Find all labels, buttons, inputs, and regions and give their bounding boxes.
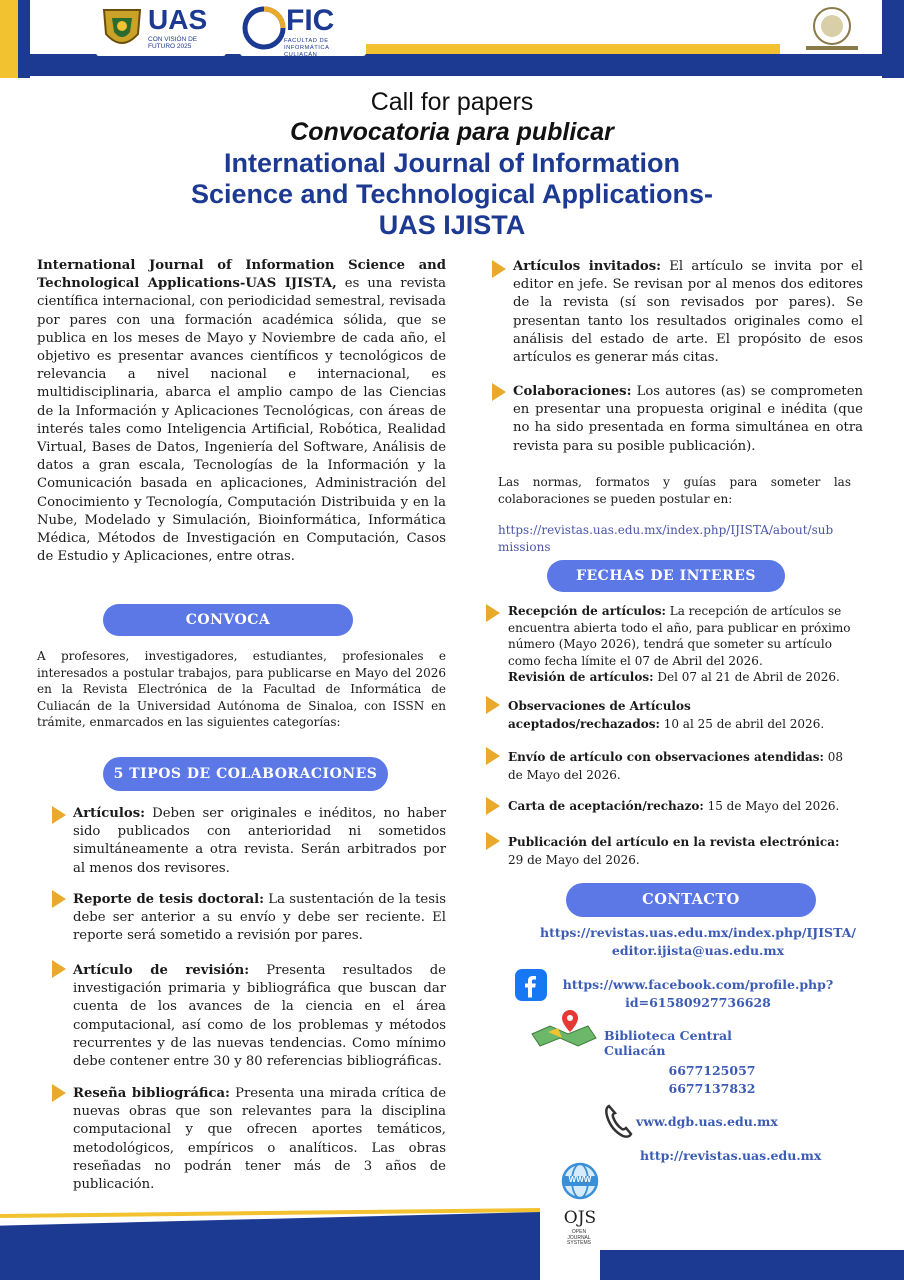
fic-emblem-icon bbox=[242, 6, 286, 50]
submissions-link[interactable] bbox=[498, 522, 858, 556]
fecha-text: Del 07 al 21 de Abril de 2026. bbox=[653, 670, 840, 684]
tipo-title: Reseña bibliográfica: bbox=[73, 1086, 230, 1101]
phone-2: 6677137832 bbox=[668, 1081, 756, 1096]
tipo-text: Deben ser originales e inéditos, no haber sido publicados con anterioridad ni sometidos simultáneamente a otra revista. Serán arbitrados por al menos dos revisores. bbox=[73, 806, 446, 876]
tipo-colaboraciones bbox=[513, 383, 863, 456]
submissions-link-l1[interactable]: https://revistas.uas.edu.mx/index.php/IJISTA/about/sub bbox=[498, 523, 834, 537]
fecha-publicacion bbox=[508, 833, 853, 869]
tipo-resena bbox=[73, 1085, 446, 1194]
tipos-pill: 5 TIPOS DE COLABORACIONES bbox=[103, 757, 388, 791]
tipo-articulo-revision bbox=[73, 962, 446, 1071]
tipo-text: Los autores (as) se comprometen en presentar una propuesta original e inédita (que no ha sido presentada en forma simultánea en otra revista para su posible publicación). bbox=[513, 384, 863, 454]
intro-paragraph bbox=[37, 257, 446, 566]
contacto-pill: CONTACTO bbox=[566, 883, 816, 917]
contacto-email-link[interactable]: editor.ijista@uas.edu.mx bbox=[611, 943, 785, 958]
tipo-text: Presenta una mirada crítica de nuevas obras que son relevantes para la disciplina computacional y que ofrecen aportes temáticos, metodológicos, empíricos o analíticos. Las obras reseñadas no podrán tener más de 3 años de publicación. bbox=[73, 1086, 446, 1193]
fic-logo bbox=[240, 2, 366, 56]
fic-subtitle: FACULTAD DE INFORMÁTICA CULIACÁN bbox=[284, 38, 330, 58]
fecha-title: Carta de aceptación/rechazo: bbox=[508, 799, 704, 813]
contacto-url-link[interactable]: https://revistas.uas.edu.mx/index.php/IJISTA/ bbox=[540, 925, 856, 940]
fecha-title: Recepción de artículos: bbox=[508, 604, 666, 618]
header-yellow-stripe bbox=[0, 0, 18, 78]
fecha-carta bbox=[508, 798, 853, 815]
fecha-title: Publicación del artículo en la revista electrónica: bbox=[508, 835, 840, 849]
facebook-link[interactable] bbox=[562, 976, 834, 1012]
bullet-arrow-icon bbox=[52, 960, 66, 978]
journal-title-line2: Science and Technological Applications- bbox=[190, 179, 714, 209]
uas-shield-icon bbox=[98, 4, 146, 54]
header-corner bbox=[882, 0, 904, 78]
convoca-paragraph: A profesores, investigadores, estudiantes, profesionales e interesados a postular trabajos, para publicarse en Mayo del 2026 en la Revista Electrónica de la Facultad de Informática de Culiacán de la Universidad Autónoma de Sinaloa, con ISSN en trámite, enmarcados en las siguientes categorías: bbox=[37, 649, 446, 729]
bullet-arrow-icon bbox=[52, 890, 66, 908]
footer-blue-band-right bbox=[600, 1250, 904, 1280]
fechas-pill: FECHAS DE INTERES bbox=[547, 560, 785, 592]
tipo-title: Artículos invitados: bbox=[513, 259, 662, 274]
fecha-title: Envío de artículo con observaciones atendidas: bbox=[508, 750, 824, 764]
fecha-text: 08 de Mayo del 2026. bbox=[508, 750, 844, 782]
revistas-link[interactable]: http://revistas.uas.edu.mx bbox=[640, 1148, 822, 1163]
bullet-arrow-icon bbox=[486, 696, 500, 714]
fecha-envio bbox=[508, 748, 853, 784]
tipo-text: Presenta resultados de investigación primaria y bibliográfica que buscan dar cuenta de los avances de la ciencia en el área computacional, así como de los problemas y métodos recurrentes y de las nuevas tendencias. Como mínimo debe contener entre 30 y 80 referencias bibliográficas. bbox=[73, 963, 446, 1070]
bullet-arrow-icon bbox=[486, 747, 500, 765]
contacto-url-email[interactable] bbox=[520, 924, 876, 960]
tipo-reporte-tesis bbox=[73, 891, 446, 946]
tipo-articulos bbox=[73, 805, 446, 878]
uas-logo bbox=[96, 2, 226, 56]
footer-blue-band bbox=[0, 1212, 540, 1280]
journal-title-line1: International Journal of Information bbox=[223, 148, 680, 178]
normas-paragraph: Las normas, formatos y guías para someter las colaboraciones se pueden postular en: bbox=[498, 475, 851, 506]
bullet-arrow-icon bbox=[486, 832, 500, 850]
facebook-link-l1[interactable]: https://www.facebook.com/profile.php? bbox=[562, 977, 834, 992]
tipo-articulos-invitados bbox=[513, 258, 863, 367]
map-pin-icon bbox=[528, 1008, 600, 1048]
ojs-logo-text: OJS bbox=[563, 1208, 597, 1228]
convocatoria-title: Convocatoria para publicar bbox=[290, 118, 614, 146]
fecha-title: Observaciones de Artículos bbox=[508, 699, 691, 713]
bullet-arrow-icon bbox=[52, 1084, 66, 1102]
tipo-title: Colaboraciones: bbox=[513, 384, 632, 399]
intro-bold: International Journal of Information Science and Technological Applications-UAS IJISTA, bbox=[37, 258, 446, 292]
phone-numbers bbox=[600, 1062, 824, 1098]
seal-icon bbox=[796, 4, 868, 54]
phone-1: 6677125057 bbox=[668, 1063, 756, 1078]
header-yellow-bar bbox=[360, 44, 780, 54]
bullet-arrow-icon bbox=[52, 806, 66, 824]
fecha-title: Revisión de artículos: bbox=[508, 670, 654, 684]
biblioteca-label: Biblioteca Central Culiacán bbox=[604, 1028, 732, 1058]
convoca-pill: CONVOCA bbox=[103, 604, 353, 636]
fic-logo-text: FIC bbox=[286, 4, 335, 37]
tipo-text: El artículo se invita por el editor en jefe. Se revisan por al menos dos editores de la revista (sí son revisados por pares). Se presentan tanto los resultados originales como el análisis del estado de arte. El propósito de esos artículos es generar más citas. bbox=[513, 259, 863, 366]
tipo-text: La sustentación de la tesis debe ser anterior a su envío y debe ser reciente. El reporte será sometido a revisión por pares. bbox=[73, 892, 446, 944]
facebook-link-l2[interactable]: id=61580927736628 bbox=[625, 995, 771, 1010]
bullet-arrow-icon bbox=[486, 604, 500, 622]
biblioteca-seal bbox=[796, 4, 868, 54]
header-blue-bar bbox=[30, 54, 904, 76]
uas-tagline: CON VISIÓN DE FUTURO 2025 bbox=[148, 36, 198, 50]
bullet-arrow-icon bbox=[486, 797, 500, 815]
fecha-text: 15 de Mayo del 2026. bbox=[703, 799, 840, 813]
tipo-title: Artículo de revisión: bbox=[73, 963, 250, 978]
fecha-observaciones bbox=[508, 697, 853, 733]
fecha-text: 10 al 25 de abril del 2026. bbox=[659, 717, 825, 731]
dgb-link[interactable]: vww.dgb.uas.edu.mx bbox=[636, 1114, 778, 1129]
submissions-link-l2[interactable]: missions bbox=[498, 540, 551, 554]
fecha-text: 29 de Mayo del 2026. bbox=[508, 853, 640, 867]
uas-logo-text: UAS bbox=[148, 4, 208, 35]
bullet-arrow-icon bbox=[492, 260, 506, 278]
phone-icon bbox=[603, 1102, 635, 1140]
fecha-recepcion bbox=[508, 603, 853, 686]
intro-text: es una revista científica internacional, con periodicidad semestral, revisada por pares con una formación académica sólida, que se publica en los meses de Mayo y Noviembre de cada año, el objetivo es presentar avances científicos y tecnológicos de relevancia a nivel nacional e internacional, es multidisciplinaria, abarca el amplio campo de las Ciencias de la Información y Aplicaciones Tecnológicas, con áreas de interés tales como Inteligencia Artificial, Robótica, Realidad Virtual, Bases de Datos, Ingeniería del Software, Análisis de datos a gran escala, Tecnologías de la Información y la Comunicación basada en aplicaciones, Administración del Conocimiento y Tecnología, Computación Distribuida y en la Nube, Modelado y Simulación, Bioinformática, Informática Médica, Métodos de Investigación en Computación, Casos de Estudio y Aplicaciones, entre otras. bbox=[37, 276, 447, 565]
globe-label: WWW bbox=[568, 1175, 592, 1184]
facebook-icon[interactable] bbox=[515, 969, 547, 1001]
header-blue-stripe bbox=[18, 0, 30, 78]
tipo-title: Reporte de tesis doctoral: bbox=[73, 892, 265, 907]
call-for-papers-title: Call for papers bbox=[370, 88, 534, 116]
bullet-arrow-icon bbox=[492, 383, 506, 401]
tipo-title: Artículos: bbox=[73, 806, 145, 821]
fecha-text: La recepción de artículos se encuentra abierta todo el año, para publicar en próximo número (Mayo 2026), tendrá que someter su artículo como fecha límite el 07 de Abril del 2026. bbox=[508, 604, 851, 668]
journal-title-line3: UAS IJISTA bbox=[378, 210, 526, 240]
ojs-logo-sub: OPEN JOURNAL SYSTEMS bbox=[567, 1229, 591, 1246]
fecha-title: aceptados/rechazados: bbox=[508, 717, 660, 731]
